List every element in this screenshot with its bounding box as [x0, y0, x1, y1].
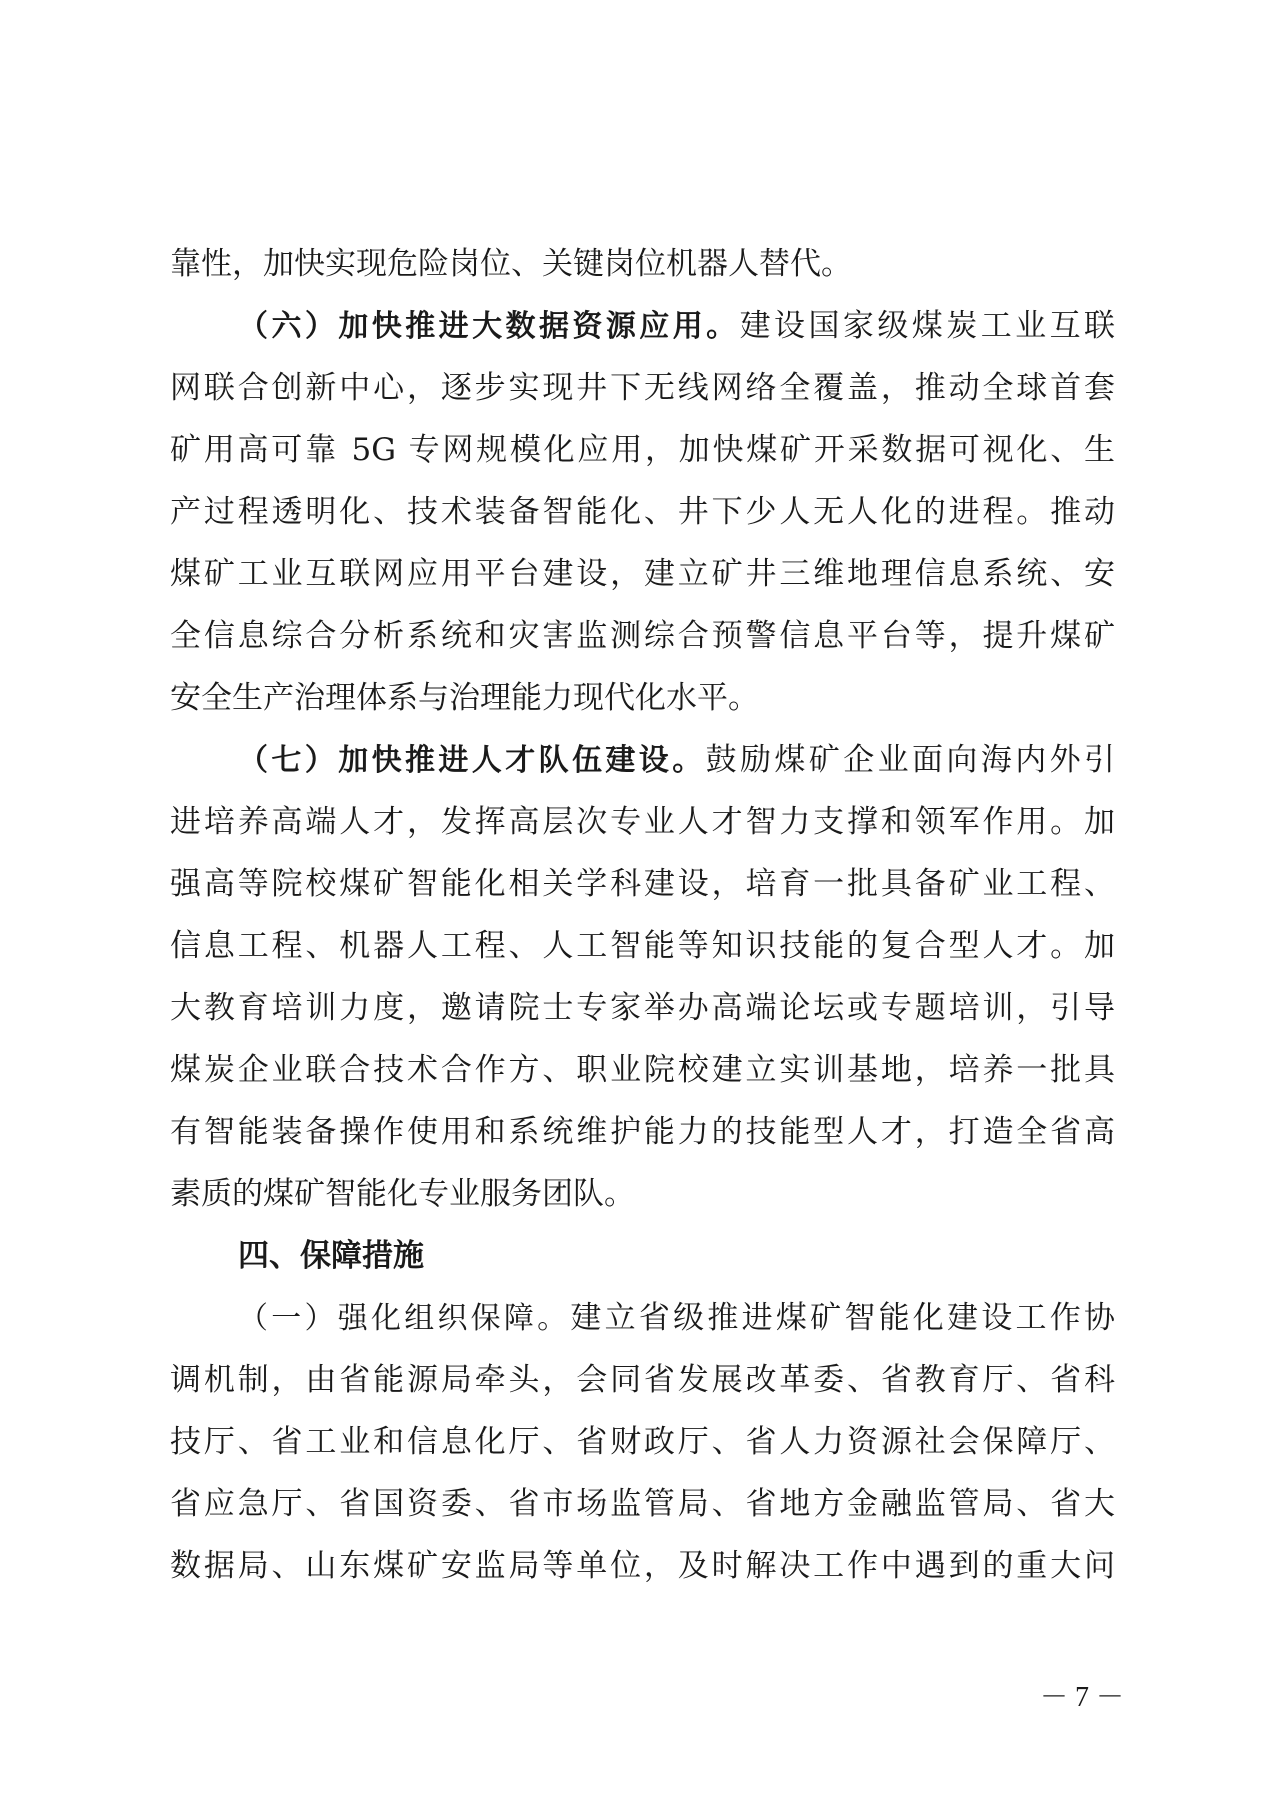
section-7-line: 信息工程、机器人工程、人工智能等知识技能的复合型人才。加	[170, 928, 1115, 964]
section-heading: 四、保障措施	[238, 1238, 424, 1274]
section-6-line: 矿用高可靠 5G 专网规模化应用，加快煤矿开采数据可视化、生	[170, 432, 1115, 468]
section-6-line: 网联合创新中心，逐步实现井下无线网络全覆盖，推动全球首套	[170, 370, 1115, 406]
section-7-line: 进培养高端人才，发挥高层次专业人才智力支撑和领军作用。加	[170, 804, 1115, 840]
section-4-1-line: 数据局、山东煤矿安监局等单位，及时解决工作中遇到的重大问	[170, 1548, 1115, 1584]
section-7-line: 有智能装备操作使用和系统维护能力的技能型人才，打造全省高	[170, 1114, 1115, 1150]
section-6-text: 建设国家级煤炭工业互联	[739, 308, 1116, 344]
section-6-line: 安全生产治理体系与治理能力现代化水平。	[170, 680, 759, 716]
paragraph-line: 靠性，加快实现危险岗位、关键岗位机器人替代。	[170, 246, 852, 282]
section-6-line: 煤矿工业互联网应用平台建设，建立矿井三维地理信息系统、安	[170, 556, 1115, 592]
section-6-line: 产过程透明化、技术装备智能化、井下少人无人化的进程。推动	[170, 494, 1115, 530]
section-4-1-first-line	[238, 1298, 1115, 1339]
section-7-line: 素质的煤矿智能化专业服务团队。	[170, 1176, 635, 1212]
section-7-line: 强高等院校煤矿智能化相关学科建设，培育一批具备矿业工程、	[170, 866, 1115, 902]
page-number: － 7 －	[1040, 1682, 1125, 1713]
section-7-first-line	[238, 740, 1115, 781]
section-7-text: 鼓励煤矿企业面向海内外引	[705, 742, 1116, 778]
section-4-1-line: 调机制，由省能源局牵头，会同省发展改革委、省教育厅、省科	[170, 1362, 1115, 1398]
section-7-line: 大教育培训力度，邀请院士专家举办高端论坛或专题培训，引导	[170, 990, 1115, 1026]
section-4-1-line: 省应急厅、省国资委、省市场监管局、省地方金融监管局、省大	[170, 1486, 1115, 1522]
section-4-1-text: 建立省级推进煤矿智能化建设工作协	[570, 1300, 1116, 1336]
section-7-line: 煤炭企业联合技术合作方、职业院校建立实训基地，培养一批具	[170, 1052, 1115, 1088]
section-4-1-lead: （一）强化组织保障。	[238, 1301, 571, 1336]
section-6-line: 全信息综合分析系统和灾害监测综合预警信息平台等，提升煤矿	[170, 618, 1115, 654]
section-6-lead: （六）加快推进大数据资源应用。	[238, 309, 740, 344]
section-7-lead: （七）加快推进人才队伍建设。	[238, 743, 706, 778]
section-4-1-line: 技厅、省工业和信息化厅、省财政厅、省人力资源社会保障厅、	[170, 1424, 1115, 1460]
section-6-first-line	[238, 306, 1115, 347]
